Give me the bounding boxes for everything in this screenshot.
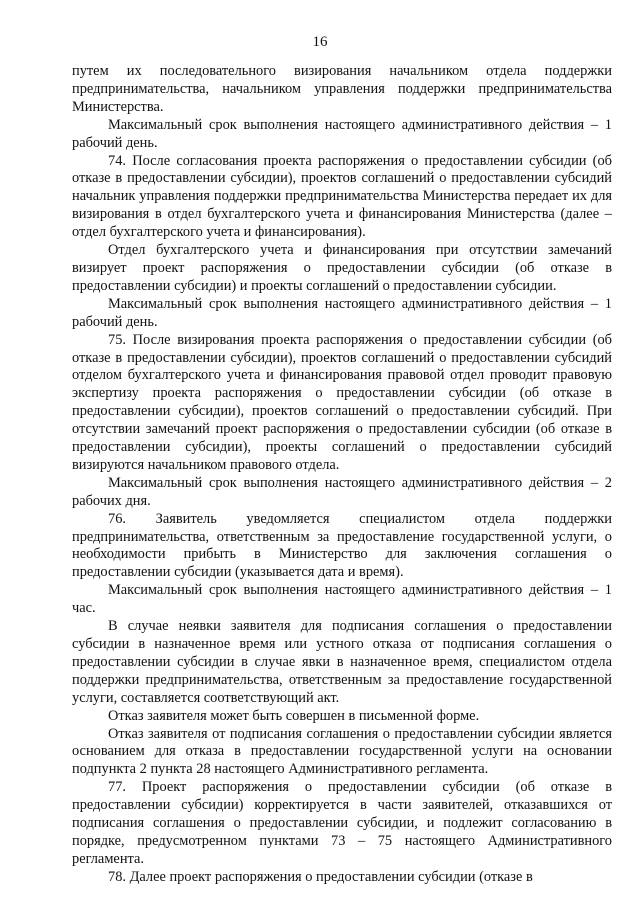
paragraph-deadline: Максимальный срок выполнения настоящего административного действия – 1 рабочий день. <box>72 116 612 151</box>
document-body <box>72 63 612 887</box>
paragraph-accounting-review: Отдел бухгалтерского учета и финансирования при отсутствии замечаний визирует проект распоряжения о предоставлении субсидии (об отказе в предоставлении субсидии) и проекты соглашений о предоставлении субсидии. <box>72 242 612 294</box>
paragraph-74: 74. После согласования проекта распоряжения о предоставлении субсидии (об отказе в предоставлении субсидии), проектов соглашений о предоставлении субсидий начальник управления поддержки предпринимательства Министерства передает их для визирования в отдел бухгалтерского учета и финансирования Министерства (далее – отдел бухгалтерского учета и финансирования). <box>72 152 612 241</box>
paragraph-continuation: путем их последовательного визирования начальником отдела поддержки предпринимательства, начальником управления поддержки предпринимательства Министерства. <box>72 63 612 115</box>
paragraph-78: 78. Далее проект распоряжения о предоставлении субсидии (отказе в <box>108 868 533 885</box>
paragraph-76: 76. Заявитель уведомляется специалистом отдела поддержки предпринимательства, ответственным за предоставление государственной услуги, о необходимости прибыть в Министерство для заключения соглашения о предоставлении субсидии (указывается дата и время). <box>72 510 612 581</box>
paragraph-77: 77. Проект распоряжения о предоставлении субсидии (об отказе в предоставлении субсидии) корректируется в части заявителей, отказавшихся от подписания соглашения о предоставлении субсидии, и подлежит согласованию в порядке, предусмотренном пунктами 73 – 75 настоящего Административного регламента. <box>72 779 612 867</box>
page-number: 16 <box>312 34 328 50</box>
paragraph-written-refusal: Отказ заявителя может быть совершен в письменной форме. <box>108 707 480 724</box>
paragraph-deadline: Максимальный срок выполнения настоящего административного действия – 1 час. <box>72 582 612 617</box>
paragraph-deadline: Максимальный срок выполнения настоящего административного действия – 1 рабочий день. <box>72 295 612 330</box>
paragraph-75: 75. После визирования проекта распоряжения о предоставлении субсидии (об отказе в предоставлении субсидии), проектов соглашений о предоставлении субсидий отделом бухгалтерского учета и финансирования правовой отдел проводит правовую экспертизу проекта распоряжения о предоставлении субсидии (об отказе в предоставлении субсидии), проектов соглашений о предоставлении субсидий. При отсутствии замечаний проект распоряжения о предоставлении субсидии (об отказе в предоставлении субсидии), проекты соглашений о предоставлении субсидий визируются начальником правового отдела. <box>72 331 612 473</box>
paragraph-no-show: В случае неявки заявителя для подписания соглашения о предоставлении субсидии в назначенное время или устного отказа от подписания соглашения о предоставлении субсидии в случае явки в назначенное время, специалистом отдела поддержки предпринимательства, ответственным за предоставление государственной услуги, составляется соответствующий акт. <box>72 618 612 706</box>
paragraph-refusal-basis: Отказ заявителя от подписания соглашения о предоставлении субсидии является основанием для отказа в предоставлении государственной услуги на основании подпункта 2 пункта 28 настоящего Административного регламента. <box>72 725 612 778</box>
paragraph-deadline: Максимальный срок выполнения настоящего административного действия – 2 рабочих дня. <box>72 474 612 509</box>
